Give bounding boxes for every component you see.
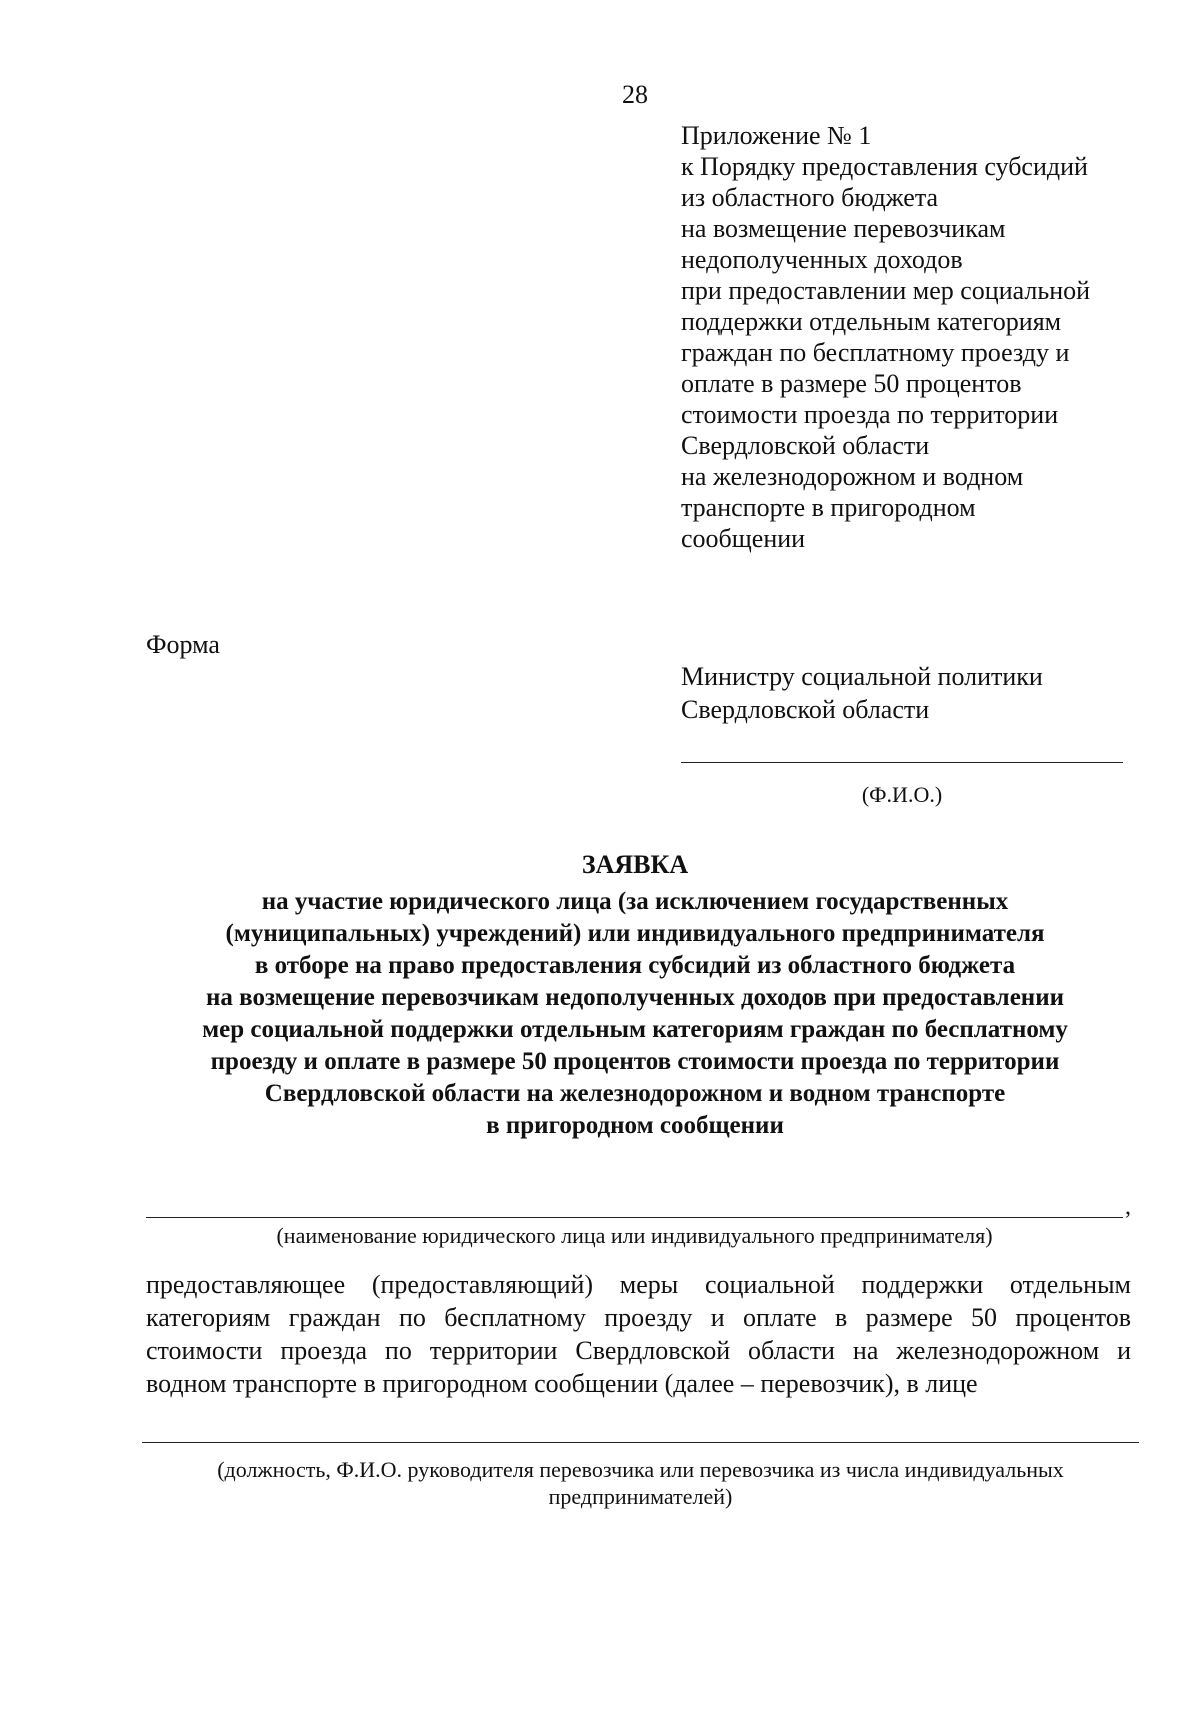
body-line: водном транспорте в пригородном сообщении (далее – перевозчик), в лице — [146, 1369, 978, 1398]
appendix-line: при предоставлении мер социальной — [681, 276, 1091, 305]
organization-name-blank-line[interactable] — [146, 1217, 1123, 1218]
document-title: ЗАЯВКА — [581, 850, 689, 879]
page-number: 28 — [622, 80, 648, 109]
subtitle-line: на участие юридического лица (за исключением государственных — [261, 888, 1009, 915]
position-caption-line: (должность, Ф.И.О. руководителя перевозчика или перевозчика из числа индивидуальных — [217, 1457, 1064, 1482]
subtitle-line: Свердловской области на железнодорожном и водном транспорте — [264, 1080, 1006, 1107]
document-subtitle — [130, 886, 1140, 1142]
appendix-line: на железнодорожном и водном — [681, 462, 1024, 491]
addressee-block — [681, 660, 1043, 726]
fio-caption: (Ф.И.О.) — [861, 782, 943, 807]
position-blank-line[interactable] — [142, 1442, 1139, 1443]
body-line: категориям граждан по бесплатному проезду и оплате в размере 50 процентов — [146, 1303, 1131, 1332]
organization-name-caption: (наименование юридического лица или индивидуального предпринимателя) — [276, 1223, 993, 1248]
appendix-header — [681, 120, 1181, 554]
appendix-line: недополученных доходов — [681, 245, 963, 274]
form-label: Форма — [146, 630, 220, 659]
subtitle-line: (муниципальных) учреждений) или индивидуального предпринимателя — [225, 920, 1045, 947]
fio-blank-line[interactable] — [681, 762, 1123, 763]
subtitle-line: мер социальной поддержки отдельным категориям граждан по бесплатному — [202, 1016, 1068, 1043]
appendix-line: Приложение № 1 — [681, 121, 872, 150]
addressee-line: Министру социальной политики — [681, 662, 1043, 691]
body-paragraph — [146, 1268, 1131, 1400]
position-caption — [142, 1456, 1139, 1510]
organization-name-comma: , — [1125, 1194, 1131, 1220]
appendix-line: транспорте в пригородном — [681, 493, 976, 522]
appendix-line: оплате в размере 50 процентов — [681, 369, 1022, 398]
appendix-line: стоимости проезда по территории — [681, 400, 1059, 429]
appendix-line: к Порядку предоставления субсидий — [681, 152, 1088, 181]
appendix-line: сообщении — [681, 524, 806, 553]
body-line: предоставляющее (предоставляющий) меры социальной поддержки отдельным — [146, 1270, 1131, 1299]
subtitle-line: на возмещение перевозчикам недополученных доходов при предоставлении — [205, 984, 1065, 1011]
appendix-line: граждан по бесплатному проезду и — [681, 338, 1070, 367]
appendix-line: на возмещение перевозчикам — [681, 214, 1006, 243]
addressee-line: Свердловской области — [681, 695, 930, 724]
appendix-line: из областного бюджета — [681, 183, 939, 212]
subtitle-line: в пригородном сообщении — [486, 1112, 784, 1139]
subtitle-line: проезду и оплате в размере 50 процентов стоимости проезда по территории — [210, 1048, 1060, 1075]
subtitle-line: в отборе на право предоставления субсидий из областного бюджета — [254, 952, 1016, 979]
appendix-line: поддержки отдельным категориям — [681, 307, 1062, 336]
position-caption-line: предпринимателей) — [548, 1484, 733, 1509]
body-line: стоимости проезда по территории Свердловской области на железнодорожном и — [146, 1336, 1131, 1365]
appendix-line: Свердловской области — [681, 431, 930, 460]
